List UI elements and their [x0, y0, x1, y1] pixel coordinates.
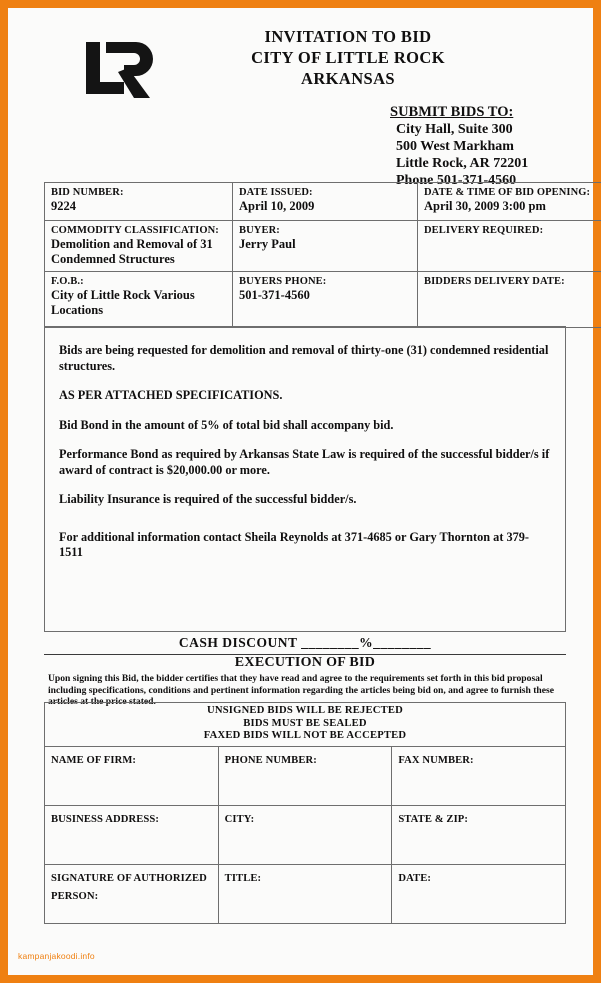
submit-bids-to-heading: SUBMIT BIDS TO:	[390, 104, 514, 120]
bid-description-box	[44, 326, 566, 632]
city-of-little-rock-lr-monogram-icon	[80, 38, 156, 100]
field-state-and-zip[interactable]	[392, 805, 566, 864]
cell-value: April 10, 2009	[239, 199, 315, 213]
body-paragraph-5: Liability Insurance is required of the successful bidder/s.	[59, 492, 357, 506]
field-label: NAME OF FIRM:	[51, 754, 137, 766]
field-label: SIGNATURE OF AUTHORIZED PERSON:	[51, 872, 207, 902]
cell-value: 9224	[51, 199, 76, 213]
notice-line-3: FAXED BIDS WILL NOT BE ACCEPTED	[203, 730, 407, 742]
cell-bid-notices	[45, 703, 566, 747]
table-row	[45, 746, 566, 805]
field-label: STATE & ZIP:	[398, 813, 468, 825]
cell-label: BID NUMBER:	[51, 187, 124, 198]
cell-value: 501-371-4560	[239, 288, 310, 302]
cash-discount-row	[44, 634, 566, 655]
field-phone-number[interactable]	[218, 746, 392, 805]
field-label: FAX NUMBER:	[398, 754, 474, 766]
cell-label: BUYER:	[239, 225, 280, 236]
bid-info-table	[44, 182, 601, 328]
execution-of-bid-paragraph: Upon signing this Bid, the bidder certifies that they have read and agree to the requirements set forth in this bid proposal including specifications, conditions and pertinent information regarding the articles being bid on, and agree to furnish these articles at the price stated.	[48, 673, 555, 708]
field-label: CITY:	[224, 813, 255, 825]
body-paragraph-1: Bids are being requested for demolition and removal of thirty-one (31) condemned residential structures.	[59, 343, 549, 373]
table-row-notice	[45, 703, 566, 747]
field-name-of-firm[interactable]	[45, 746, 219, 805]
cell-value: City of Little Rock Various Locations	[51, 288, 195, 317]
field-label: PHONE NUMBER:	[224, 754, 317, 766]
title-line-1: INVITATION TO BID	[264, 27, 432, 46]
body-paragraph-4: Performance Bond as required by Arkansas State Law is required of the successful bidder/s if award of contract is $20,000.00 or more.	[59, 447, 550, 477]
table-row	[45, 805, 566, 864]
field-fax-number[interactable]	[392, 746, 566, 805]
cell-label: DATE & TIME OF BID OPENING:	[424, 187, 591, 198]
cell-label: BIDDERS DELIVERY DATE:	[424, 276, 565, 287]
table-row	[45, 221, 601, 272]
cell-delivery-required	[418, 221, 601, 272]
submit-bids-to-block	[390, 103, 570, 189]
field-city[interactable]	[218, 805, 392, 864]
submit-address-line-1: City Hall, Suite 300	[396, 122, 513, 137]
cell-bidders-delivery-date	[418, 272, 601, 328]
body-paragraph-6: For additional information contact Sheila Reynolds at 371-4685 or Gary Thornton at 379-1511	[59, 529, 530, 559]
table-row	[45, 183, 601, 221]
cell-commodity-classification	[45, 221, 233, 272]
cell-label: DELIVERY REQUIRED:	[424, 225, 544, 236]
cell-buyers-phone	[233, 272, 418, 328]
title-line-2: CITY OF LITTLE ROCK	[251, 48, 445, 67]
submit-address-line-2: 500 West Markham	[396, 139, 514, 154]
field-signature-of-authorized-person[interactable]	[45, 864, 219, 923]
table-row	[45, 272, 601, 328]
body-paragraph-2: AS PER ATTACHED SPECIFICATIONS.	[59, 388, 283, 402]
field-label: DATE:	[398, 872, 431, 884]
field-label: TITLE:	[224, 872, 262, 884]
field-business-address[interactable]	[45, 805, 219, 864]
title-line-3: ARKANSAS	[301, 69, 395, 88]
notice-line-1: UNSIGNED BIDS WILL BE REJECTED	[207, 705, 403, 716]
cell-date-issued	[233, 183, 418, 221]
cell-label: F.O.B.:	[51, 276, 84, 287]
body-paragraph-3: Bid Bond in the amount of 5% of total bid shall accompany bid.	[59, 417, 394, 432]
execution-of-bid-title: EXECUTION OF BID	[234, 655, 376, 670]
cell-bid-number	[45, 183, 233, 221]
document-header	[8, 8, 593, 188]
cell-bid-opening	[418, 183, 601, 221]
site-watermark: kampanjakoodi.info	[18, 951, 95, 961]
cell-label: COMMODITY CLASSIFICATION:	[51, 225, 219, 236]
field-label: BUSINESS ADDRESS:	[51, 813, 159, 825]
cell-value: Demolition and Removal of 31 Condemned Structures	[51, 237, 213, 266]
submit-address-line-4: Phone 501-371-4560	[396, 173, 517, 188]
page-title	[198, 26, 498, 89]
cell-value: April 30, 2009 3:00 pm	[424, 199, 546, 213]
cell-label: DATE ISSUED:	[239, 187, 313, 198]
table-row	[45, 864, 566, 923]
field-title[interactable]	[218, 864, 392, 923]
notice-line-2: BIDS MUST BE SEALED	[243, 717, 367, 729]
field-date[interactable]	[392, 864, 566, 923]
bidder-information-form-table	[44, 702, 566, 924]
cell-fob	[45, 272, 233, 328]
cell-buyer	[233, 221, 418, 272]
submit-address-line-3: Little Rock, AR 72201	[396, 156, 529, 171]
cash-discount-label: CASH DISCOUNT ________%________	[178, 635, 432, 650]
cell-label: BUYERS PHONE:	[239, 276, 327, 287]
cell-value: Jerry Paul	[239, 237, 296, 251]
document-sheet	[8, 8, 593, 975]
